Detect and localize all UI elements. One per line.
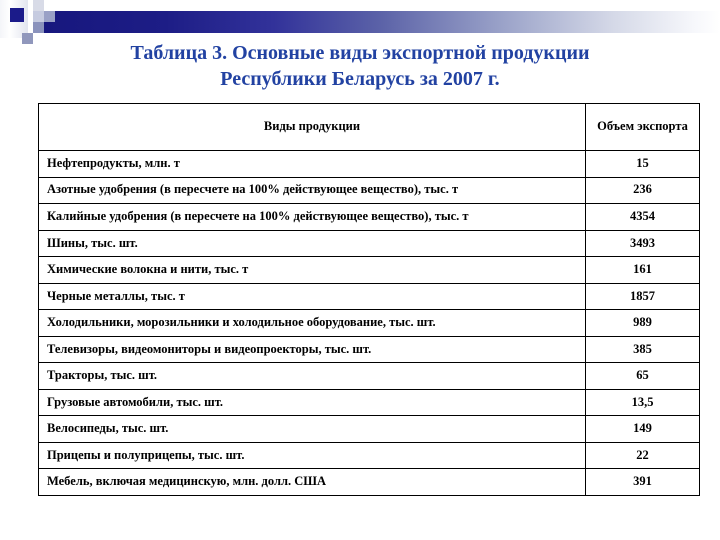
slide-title-line1: Таблица 3. Основные виды экспортной продукции	[130, 42, 590, 64]
decor-square	[44, 11, 55, 22]
product-cell: Черные металлы, тыс. т	[39, 283, 586, 310]
decor-square	[10, 8, 24, 22]
product-cell: Грузовые автомобили, тыс. шт.	[39, 389, 586, 416]
value-cell: 989	[586, 310, 700, 337]
gradient-bar	[44, 11, 720, 33]
table-row	[39, 389, 700, 416]
decor-square	[33, 11, 44, 22]
value-cell: 161	[586, 257, 700, 284]
value-cell: 385	[586, 336, 700, 363]
value-cell: 15	[586, 151, 700, 178]
table-row	[39, 336, 700, 363]
export-table-container	[38, 103, 700, 496]
product-cell: Нефтепродукты, млн. т	[39, 151, 586, 178]
value-cell: 236	[586, 177, 700, 204]
value-cell: 22	[586, 442, 700, 469]
value-cell: 13,5	[586, 389, 700, 416]
table-row	[39, 151, 700, 178]
product-cell: Калийные удобрения (в пересчете на 100% действующее вещество), тыс. т	[39, 204, 586, 231]
value-cell: 3493	[586, 230, 700, 257]
decor-square	[33, 22, 44, 33]
product-cell: Прицепы и полуприцепы, тыс. шт.	[39, 442, 586, 469]
value-cell: 65	[586, 363, 700, 390]
table-row	[39, 283, 700, 310]
slide-title	[30, 40, 690, 92]
slide-title-line2: Республики Беларусь за 2007 г.	[220, 68, 500, 90]
table-row	[39, 230, 700, 257]
value-cell: 4354	[586, 204, 700, 231]
column-header-volume: Объем экспорта	[586, 104, 700, 151]
value-cell: 1857	[586, 283, 700, 310]
table-row	[39, 416, 700, 443]
table-header-row	[39, 104, 700, 151]
product-cell: Шины, тыс. шт.	[39, 230, 586, 257]
table-row	[39, 469, 700, 496]
product-cell: Азотные удобрения (в пересчете на 100% действующее вещество), тыс. т	[39, 177, 586, 204]
table-row	[39, 257, 700, 284]
product-cell: Химические волокна и нити, тыс. т	[39, 257, 586, 284]
table-row	[39, 442, 700, 469]
export-table	[38, 103, 700, 496]
product-cell: Велосипеды, тыс. шт.	[39, 416, 586, 443]
column-header-products: Виды продукции	[39, 104, 586, 151]
table-row	[39, 363, 700, 390]
value-cell: 149	[586, 416, 700, 443]
product-cell: Мебель, включая медицинскую, млн. долл. США	[39, 469, 586, 496]
product-cell: Тракторы, тыс. шт.	[39, 363, 586, 390]
decor-square	[33, 0, 44, 11]
table-row	[39, 310, 700, 337]
product-cell: Холодильники, морозильники и холодильное оборудование, тыс. шт.	[39, 310, 586, 337]
value-cell: 391	[586, 469, 700, 496]
product-cell: Телевизоры, видеомониторы и видеопроекторы, тыс. шт.	[39, 336, 586, 363]
table-row	[39, 204, 700, 231]
table-row	[39, 177, 700, 204]
